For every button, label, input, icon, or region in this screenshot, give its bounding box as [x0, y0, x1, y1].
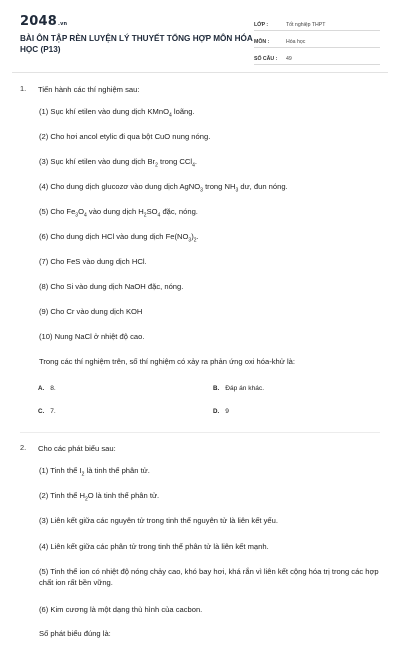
question-item: [38, 156, 380, 181]
question-items: [38, 106, 380, 380]
question-item: [38, 131, 380, 156]
meta-row-class: [254, 16, 380, 31]
answer-label: A.: [38, 385, 45, 392]
item-text: trong CCl: [157, 157, 193, 166]
subscript: 3: [188, 237, 192, 244]
meta-label: LỚP :: [254, 22, 269, 28]
subscript: 3: [235, 187, 239, 194]
item-text: (10) Nung NaCl ở nhiệt độ cao.: [39, 332, 145, 341]
subscript: 4: [84, 212, 87, 219]
question-item: [38, 306, 380, 331]
document-title: BÀI ÔN TẬP RÈN LUYỆN LÝ THUYẾT TỔNG HỢP MÔN HÓA HỌC (P13): [20, 34, 253, 54]
document-meta: [254, 16, 380, 67]
question-stem: Tiến hành các thí nghiệm sau:: [38, 85, 140, 94]
logo-suffix: .vn: [57, 21, 68, 27]
subscript: 4: [169, 112, 172, 119]
item-text: vào dung dịch H: [86, 207, 144, 216]
question-item: [38, 515, 380, 541]
question-item: [38, 231, 380, 256]
question-items: [38, 465, 380, 650]
meta-value: Tốt nghiệp THPT: [286, 22, 326, 28]
subscript: 3: [200, 187, 203, 194]
question-item: [38, 628, 380, 650]
item-text: (3) Liên kết giữa các nguyên tử trong tinh thể nguyên tử là liên kết yếu.: [39, 516, 278, 525]
answer-options: [38, 380, 380, 426]
item-text: loãng.: [171, 107, 195, 116]
item-text: (1) Tinh thể I: [39, 466, 82, 475]
answer-option-b[interactable]: [213, 385, 264, 392]
question-item: [38, 181, 380, 206]
item-text: (5) Cho Fe: [39, 207, 76, 216]
subscript: 2: [81, 471, 85, 478]
item-text: trong NH: [202, 182, 236, 191]
question-1: [0, 78, 400, 426]
item-text: (2) Tinh thể H: [39, 491, 86, 500]
item-text: (6) Cho dung dịch HCl vào dung dịch Fe(NO: [39, 232, 189, 241]
question-list: [0, 78, 400, 650]
question-item: [38, 331, 380, 356]
meta-value: Hóa học: [286, 39, 306, 45]
question-item: [38, 281, 380, 306]
subscript: 4: [157, 212, 161, 219]
answer-label: B.: [213, 385, 220, 392]
item-text: (4) Cho dung dịch glucozơ vào dung dịch AgNO: [39, 182, 201, 191]
subscript: 2: [143, 212, 147, 219]
item-text: Trong các thí nghiệm trên, số thí nghiệm có xảy ra phản ứng oxi hóa-khử là:: [39, 357, 295, 366]
item-text: (5) Tinh thể ion có nhiệt độ nóng chảy cao, khó bay hơi, khá rắn vì liên kết cộng hóa trị trong các hợp chất ion rất bền vững.: [39, 567, 379, 587]
item-text: dư, đun nóng.: [238, 182, 288, 191]
question-item: [38, 465, 380, 490]
item-text: (4) Liên kết giữa các phân tử trong tinh thể phân tử là liên kết mạnh.: [39, 542, 269, 551]
question-item: [38, 206, 380, 231]
answer-label: D.: [213, 408, 220, 415]
item-text: (8) Cho Si vào dung dịch NaOH đặc, nóng.: [39, 282, 184, 291]
question-number: 1.: [20, 84, 27, 93]
item-text: .: [196, 232, 199, 241]
meta-label: SỐ CÂU :: [254, 56, 278, 62]
subscript: 4: [192, 162, 195, 169]
answer-text: 8.: [50, 385, 56, 392]
item-text: (6) Kim cương là một dạng thù hình của cacbon.: [39, 605, 203, 614]
subscript: 2: [85, 496, 88, 503]
answer-option-c[interactable]: [38, 408, 56, 415]
meta-value: 49: [286, 56, 292, 62]
answer-text: 7.: [50, 408, 56, 415]
question-2: [0, 433, 400, 650]
meta-label: MÔN :: [254, 39, 270, 45]
item-text: đặc, nóng.: [160, 207, 198, 216]
item-text: (3) Sục khí etilen vào dung dịch Br: [39, 157, 156, 166]
item-text: O là tinh thể phân tử.: [87, 491, 160, 500]
item-text: (9) Cho Cr vào dung dịch KOH: [39, 307, 143, 316]
item-text: .: [194, 157, 197, 166]
subscript: 2: [193, 237, 197, 244]
question-item: [38, 106, 380, 131]
item-text: (7) Cho FeS vào dung dịch HCl.: [39, 257, 147, 266]
item-text: (2) Cho hơi ancol etylic đi qua bột CuO nung nóng.: [39, 132, 211, 141]
question-item: [38, 566, 380, 604]
subscript: 2: [155, 162, 158, 169]
question-item: [38, 490, 380, 515]
header-divider: [12, 72, 388, 73]
item-text: (1) Sục khí etilen vào dung dịch KMnO: [39, 107, 170, 116]
item-text: Số phát biểu đúng là:: [39, 629, 111, 638]
item-text: SO: [146, 207, 158, 216]
answer-text: 9: [225, 408, 229, 415]
meta-row-subject: [254, 33, 380, 48]
answer-option-a[interactable]: [38, 385, 56, 392]
answer-option-d[interactable]: [213, 408, 229, 415]
meta-row-count: [254, 50, 380, 65]
logo-text: 2048: [20, 14, 57, 29]
item-text: O: [78, 207, 84, 216]
answer-text: Đáp án khác.: [225, 385, 265, 392]
answer-label: C.: [38, 408, 45, 415]
subscript: 3: [75, 212, 79, 219]
item-text: ): [191, 232, 194, 241]
question-item: [38, 541, 380, 566]
question-item: [38, 256, 380, 281]
question-stem: Cho các phát biểu sau:: [38, 444, 116, 453]
item-text: là tinh thể phân tử.: [84, 466, 150, 475]
question-item: [38, 604, 380, 628]
question-number: 2.: [20, 443, 27, 452]
question-item: [38, 356, 380, 380]
